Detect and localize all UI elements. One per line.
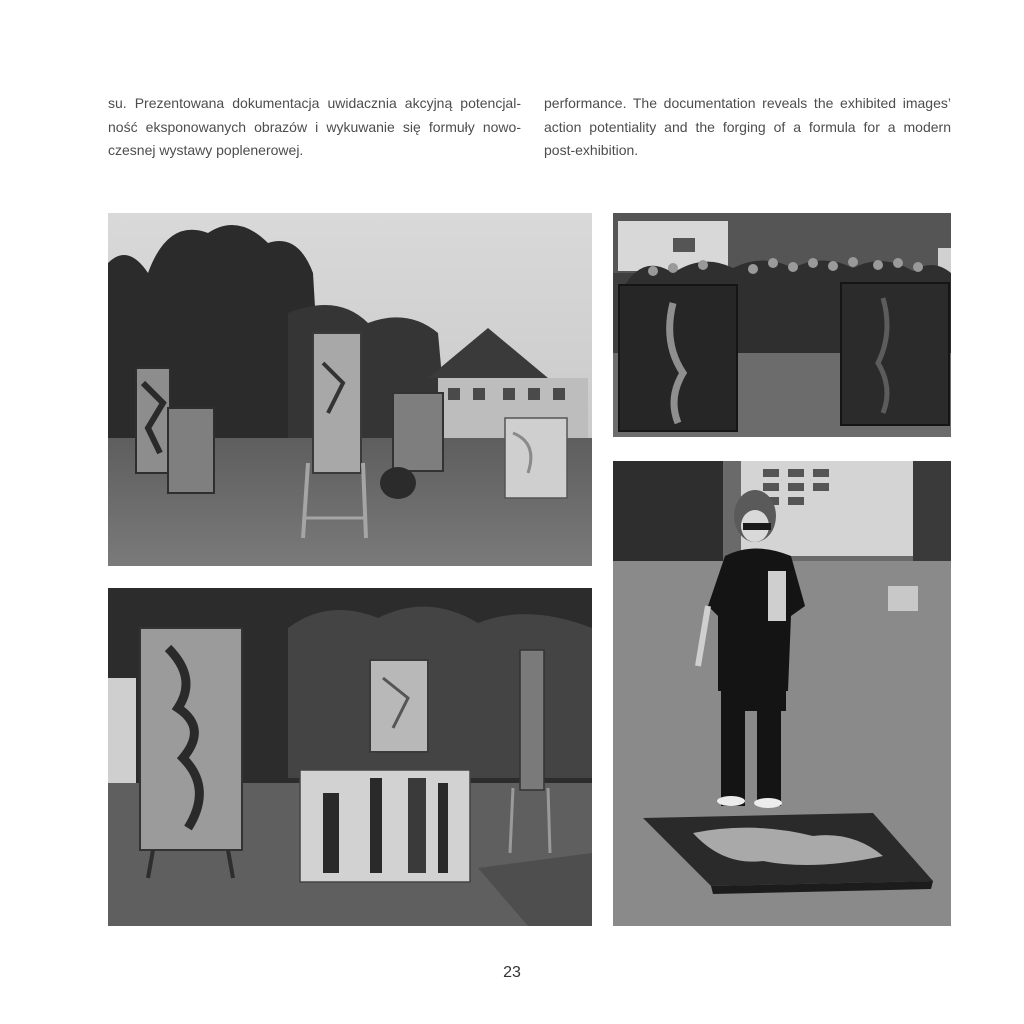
photo-woman-with-painting xyxy=(613,461,951,926)
text-line: ność eksponowanych obrazów i wykuwanie się formuły nowo- xyxy=(108,118,521,135)
text-line: su. Prezentowana dokumentacja uwidacznia akcyjną potencjal- xyxy=(108,95,521,111)
photo-paintings-on-meadow xyxy=(108,213,592,566)
photo-easels-and-canvases xyxy=(108,588,592,926)
page-number: 23 xyxy=(503,964,521,981)
text-column-polish xyxy=(108,92,521,163)
text-line: czesnej wystawy poplenerowej. xyxy=(108,142,304,158)
photo-crowd-with-paintings xyxy=(613,213,951,437)
text-line: action potentiality and the forging of a formula for a modern xyxy=(544,118,951,135)
text-line: post-exhibition. xyxy=(544,142,639,158)
text-column-english xyxy=(544,92,951,163)
text-line: performance. The documentation reveals the exhibited images’ xyxy=(544,95,951,111)
